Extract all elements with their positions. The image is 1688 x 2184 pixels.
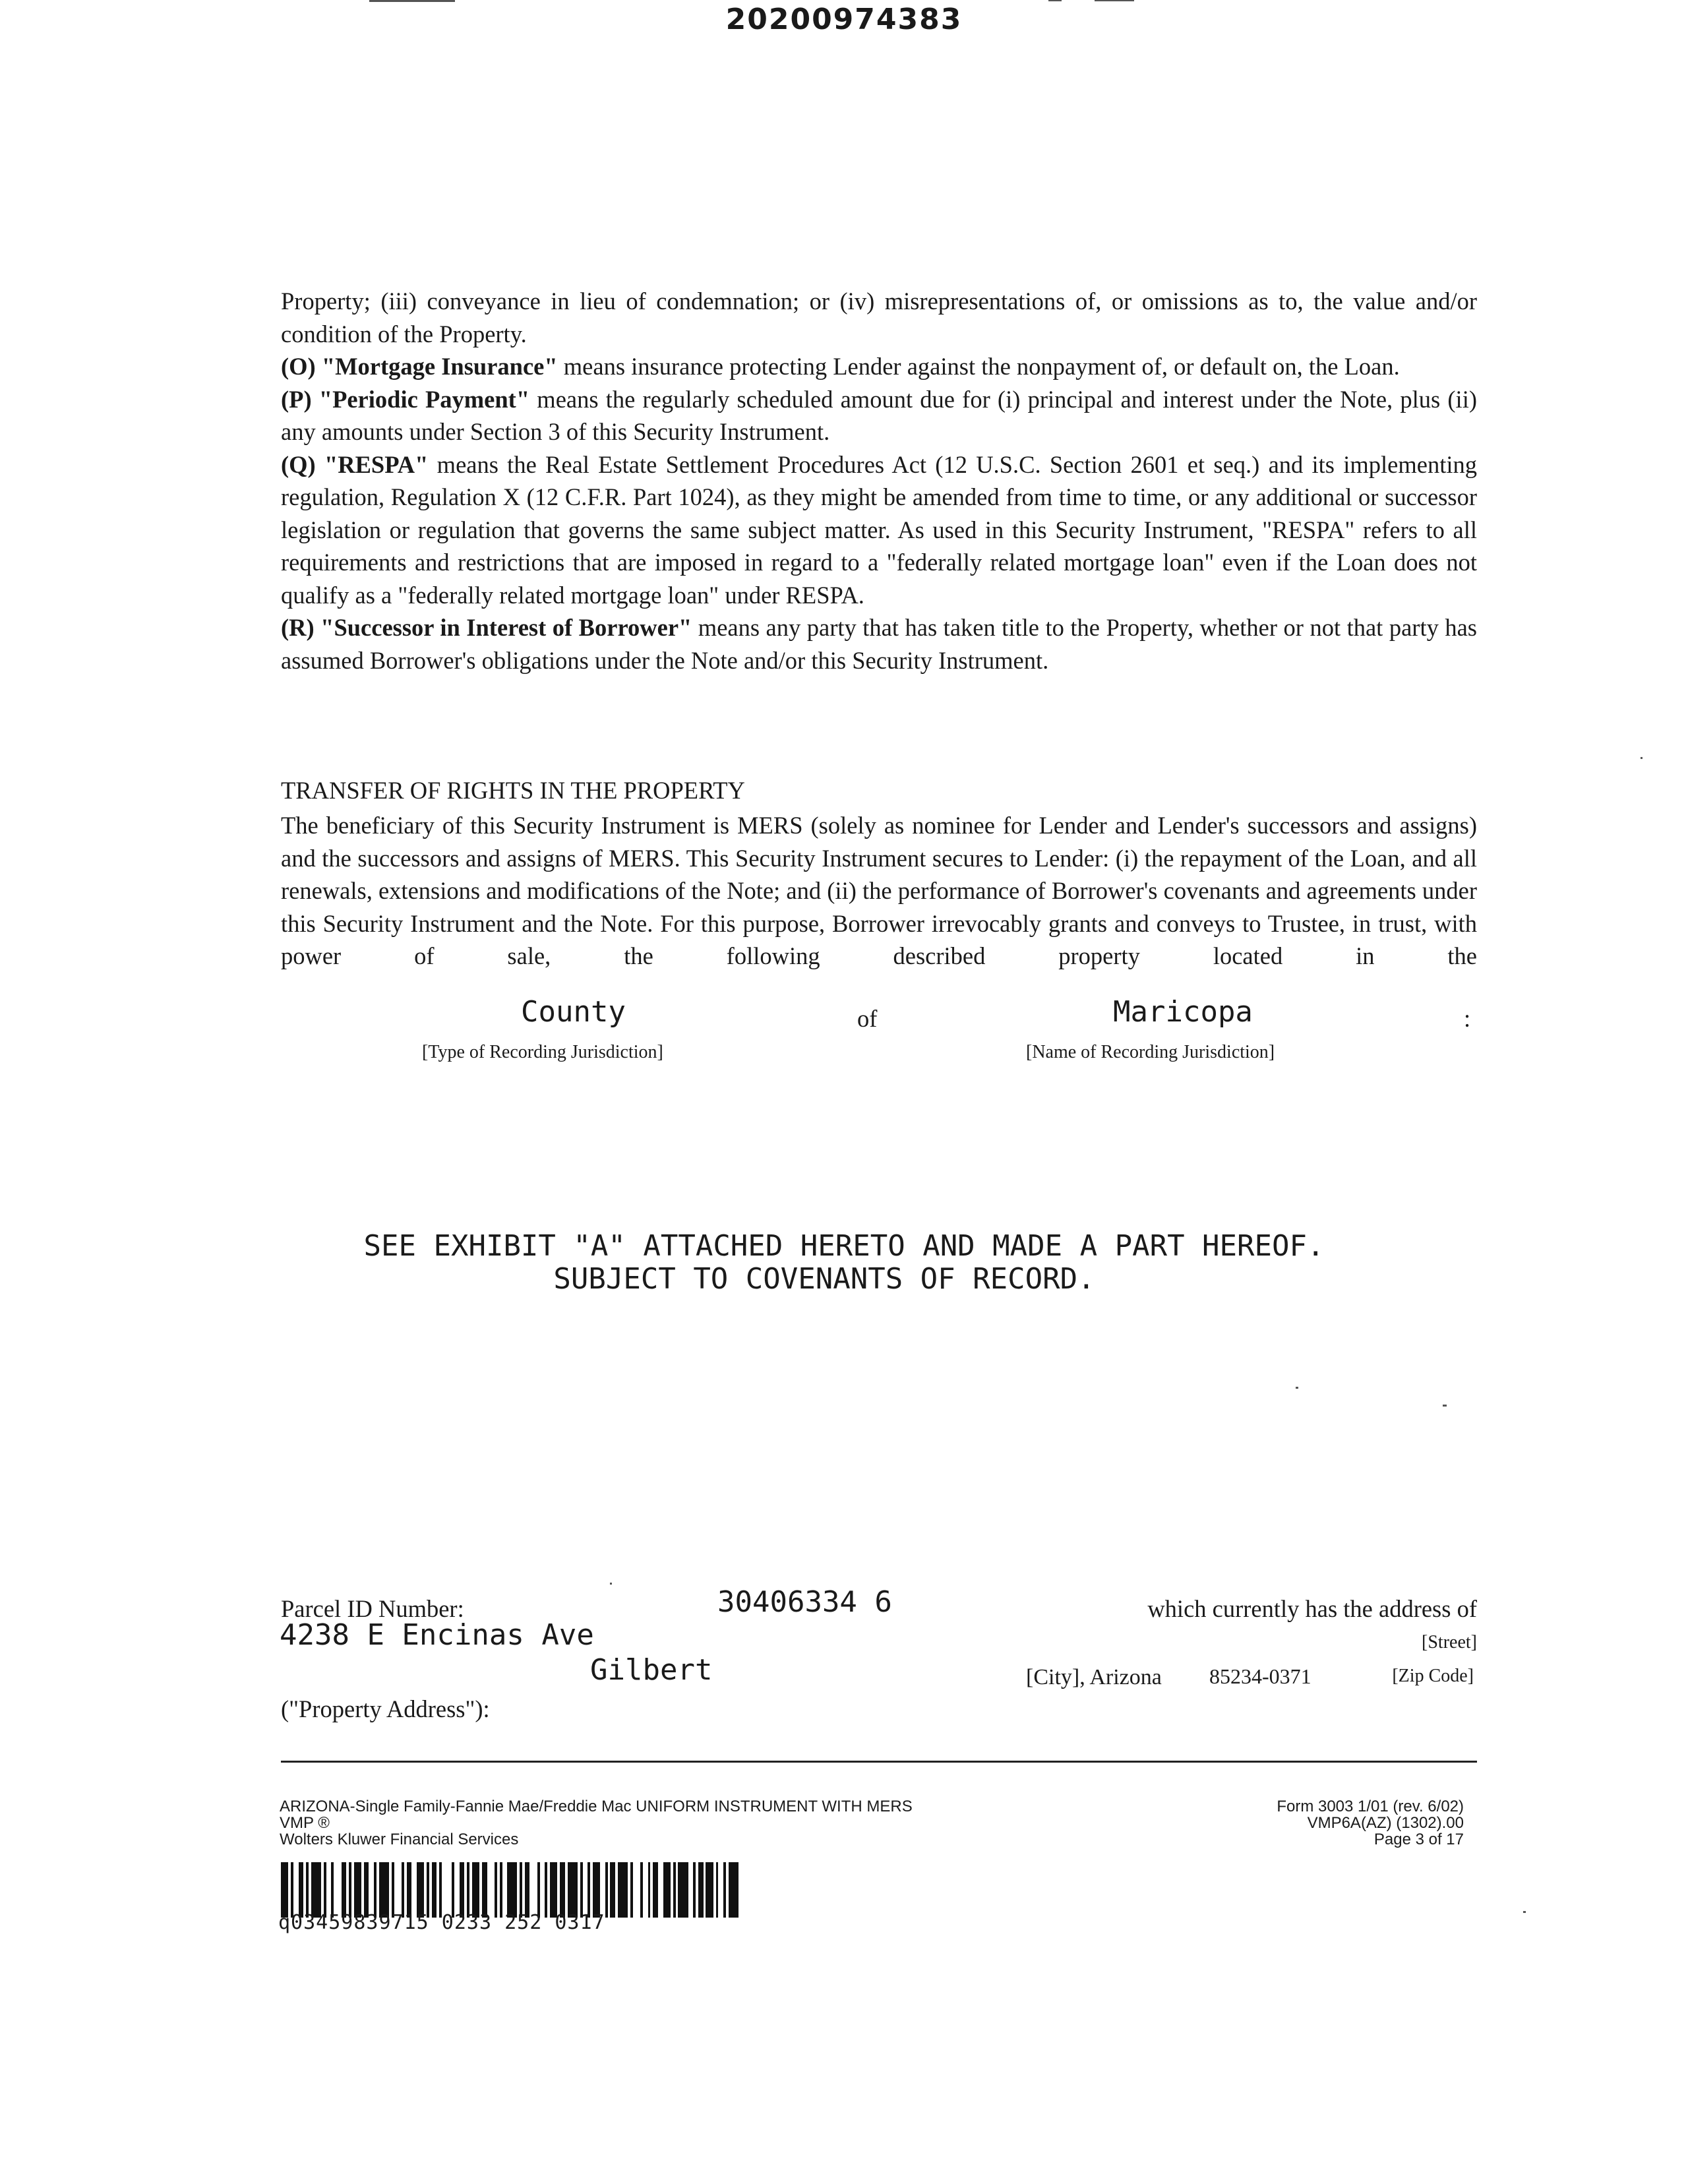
barcode-bar: [653, 1862, 658, 1918]
scan-speck: [1443, 1405, 1447, 1407]
barcode-space: [502, 1862, 508, 1918]
jurisdiction-name-caption: [Name of Recording Jurisdiction]: [1026, 1042, 1275, 1062]
definition-r-term: (R) "Successor in Interest of Borrower": [281, 614, 692, 641]
transfer-paragraph: [281, 809, 1477, 973]
footer-form-title: ARIZONA-Single Family-Fannie Mae/Freddie Mac UNIFORM INSTRUMENT WITH MERS: [280, 1798, 913, 1815]
document-barcode: [281, 1862, 746, 1918]
parcel-label: Parcel ID Number:: [281, 1595, 464, 1622]
transfer-paragraph-text: The beneficiary of this Security Instrument is MERS (solely as nominee for Lender and Lender's successors and assigns) and the successors and assigns of MERS. This Security Instrument secures to Lender: (i) the repayment of the Loan, and all renewals, extensions and modifications of the Note; and (ii) the performance of Borrower's covenants and agreements under this Security Instrument and the Note. For this purpose, Borrower irrevocably grants and conveys to Trustee, in trust, with power of sale, the following described property located in the: [281, 812, 1477, 969]
barcode-space: [334, 1862, 341, 1918]
barcode-bar: [525, 1862, 530, 1918]
recording-number: 20200974383: [725, 3, 963, 36]
barcode-space: [411, 1862, 417, 1918]
definition-o-text: means insurance protecting Lender against the nonpayment of, or default on, the Loan.: [557, 353, 1400, 380]
footer-form-number: Form 3003 1/01 (rev. 6/02): [1277, 1798, 1464, 1815]
barcode-bar: [417, 1862, 424, 1918]
barcode-bar: [568, 1862, 578, 1918]
barcode-space: [293, 1862, 299, 1918]
barcode-bar: [482, 1862, 487, 1918]
city-caption: [City], Arizona: [1026, 1665, 1162, 1689]
scan-mark: [1048, 0, 1062, 1]
exhibit-line-2: SUBJECT TO COVENANTS OF RECORD.: [553, 1262, 1095, 1296]
footer-left: [280, 1798, 913, 1848]
barcode-bar: [593, 1862, 600, 1918]
barcode-space: [583, 1862, 588, 1918]
definition-o-term: (O) "Mortgage Insurance": [281, 353, 558, 380]
footer-divider: [281, 1761, 1477, 1763]
barcode-bar: [706, 1862, 713, 1918]
footer-right: [1121, 1798, 1464, 1848]
barcode-bar: [560, 1862, 565, 1918]
exhibit-line-1: SEE EXHIBIT "A" ATTACHED HERETO AND MADE A PART HEREOF.: [363, 1229, 1325, 1263]
barcode-space: [369, 1862, 374, 1918]
barcode-space: [540, 1862, 545, 1918]
jurisdiction-name: Maricopa: [1113, 995, 1253, 1029]
scan-speck: [1523, 1911, 1526, 1913]
barcode-bar: [678, 1862, 688, 1918]
barcode-bar: [432, 1862, 437, 1918]
city: Gilbert: [590, 1653, 713, 1687]
barcode-bar: [460, 1862, 465, 1918]
scan-mark: [369, 0, 455, 2]
street-address: 4238 E Encinas Ave: [280, 1618, 594, 1652]
barcode-space: [442, 1862, 452, 1918]
barcode-bar: [550, 1862, 557, 1918]
jurisdiction-of: of: [857, 1005, 878, 1032]
jurisdiction-type-caption: [Type of Recording Jurisdiction]: [422, 1042, 663, 1062]
scan-speck: [610, 1583, 612, 1585]
scan-speck: [1641, 757, 1643, 759]
definition-r-text: means any party that has taken title to the Property, whether or not that party has assumed Borrower's obligations under the Note and/or this Security Instrument.: [281, 614, 1477, 674]
footer-page-number: Page 3 of 17: [1373, 1831, 1464, 1848]
scan-speck: [1296, 1387, 1298, 1389]
barcode-bar: [379, 1862, 389, 1918]
scan-mark: [1095, 0, 1134, 1]
barcode-bar: [618, 1862, 628, 1918]
address-intro: which currently has the address of: [1147, 1595, 1477, 1622]
barcode-space: [454, 1862, 460, 1918]
barcode-bar: [281, 1862, 288, 1918]
barcode-bar: [729, 1862, 738, 1918]
transfer-heading: TRANSFER OF RIGHTS IN THE PROPERTY: [281, 777, 745, 804]
barcode-space: [326, 1862, 332, 1918]
definition-p-text: means the regularly scheduled amount due for (i) principal and interest under the Note, plus (ii) any amounts under Section 3 of this Security Instrument.: [281, 385, 1477, 445]
barcode-space: [600, 1862, 605, 1918]
barcode-bar: [610, 1862, 615, 1918]
barcode-bar: [507, 1862, 517, 1918]
barcode-bar: [698, 1862, 704, 1918]
footer-vmp-code: VMP6A(AZ) (1302).00: [1307, 1814, 1464, 1832]
barcode-bar: [472, 1862, 479, 1918]
definition-q-text: means the Real Estate Settlement Procedures Act (12 U.S.C. Section 2601 et seq.) and its implementing regulation, Regulation X (12 C.F.R. Part 1024), as they might be amended from time to time, or any additional or successor legislation or regulation that governs the same subject matter. As used in this Security Instrument, "RESPA" refers to all requirements and restrictions that are imposed in regard to a "federally related mortgage loan" even if the Loan does not qualify as a "federally related mortgage loan" under RESPA.: [281, 450, 1477, 609]
barcode-space: [718, 1862, 723, 1918]
barcode-bar: [407, 1862, 412, 1918]
barcode-bar: [299, 1862, 304, 1918]
barcode-bar: [663, 1862, 671, 1918]
definition-q-term: (Q) "RESPA": [281, 450, 429, 478]
zip-caption: [Zip Code]: [1392, 1666, 1474, 1686]
definitions-block: [281, 285, 1477, 677]
definition-p: [281, 383, 1477, 448]
barcode-bar: [364, 1862, 369, 1918]
definition-r: [281, 611, 1477, 677]
barcode-space: [738, 1862, 746, 1918]
barcode-space: [529, 1862, 537, 1918]
barcode-bar: [342, 1862, 347, 1918]
jurisdiction-colon: :: [1464, 1005, 1471, 1032]
barcode-space: [394, 1862, 402, 1918]
definition-n-continuation: Property; (iii) conveyance in lieu of condemnation; or (iv) misrepresentations of, or omissions as to, the value and/or condition of the Property.: [281, 288, 1477, 348]
barcode-bar: [354, 1862, 361, 1918]
definition-q: [281, 448, 1477, 612]
street-caption: [Street]: [1422, 1632, 1477, 1653]
zip-code: 85234-0371: [1209, 1664, 1311, 1688]
barcode-bar: [311, 1862, 321, 1918]
jurisdiction-type: County: [521, 995, 626, 1029]
definition-o: [281, 350, 1477, 383]
parcel-number: 30406334 6: [717, 1585, 892, 1619]
barcode-space: [487, 1862, 495, 1918]
footer-vmp: VMP ®: [280, 1814, 330, 1832]
barcode-space: [658, 1862, 663, 1918]
property-address-label: ("Property Address"):: [281, 1695, 490, 1722]
barcode-space: [688, 1862, 694, 1918]
definition-p-term: (P) "Periodic Payment": [281, 385, 530, 413]
barcode-space: [633, 1862, 640, 1918]
footer-publisher: Wolters Kluwer Financial Services: [280, 1831, 519, 1848]
barcode-space: [643, 1862, 648, 1918]
city-state: [1026, 1662, 1162, 1690]
barcode-number: q03459839715 0233 252 0317: [278, 1911, 605, 1934]
